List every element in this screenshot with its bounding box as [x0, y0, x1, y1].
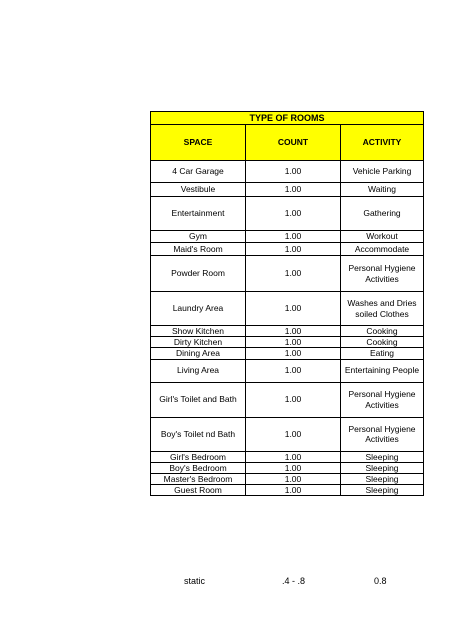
count-cell: 1.00	[246, 382, 341, 417]
table-row	[151, 485, 424, 496]
space-cell: Vestibule	[151, 183, 246, 197]
activity-cell: Personal Hygiene Activities	[341, 256, 424, 292]
count-cell: 1.00	[246, 243, 341, 256]
footer-static-label: static	[184, 576, 206, 586]
space-cell: Show Kitchen	[151, 326, 246, 337]
activity-cell: Gathering	[341, 197, 424, 231]
count-cell: 1.00	[246, 348, 341, 359]
activity-cell: Washes and Dries soiled Clothes	[341, 292, 424, 326]
activity-cell: Workout	[341, 231, 424, 243]
count-cell: 1.00	[246, 256, 341, 292]
space-cell: Boy's Toilet nd Bath	[151, 417, 246, 451]
title-row	[151, 112, 424, 125]
table-row	[151, 382, 424, 417]
count-cell: 1.00	[246, 197, 341, 231]
space-cell: Guest Room	[151, 485, 246, 496]
space-cell: Girl's Bedroom	[151, 451, 246, 462]
count-cell: 1.00	[246, 161, 341, 183]
count-cell: 1.00	[246, 326, 341, 337]
activity-cell: Sleeping	[341, 485, 424, 496]
activity-cell: Waiting	[341, 183, 424, 197]
table-row	[151, 337, 424, 348]
footer-range-label: .4 - .8	[282, 576, 306, 586]
count-cell: 1.00	[246, 417, 341, 451]
table-row	[151, 231, 424, 243]
footer-value-label: 0.8	[374, 576, 387, 586]
table-row	[151, 359, 424, 382]
activity-cell: Eating	[341, 348, 424, 359]
space-cell: Dirty Kitchen	[151, 337, 246, 348]
table-row	[151, 197, 424, 231]
table-row	[151, 161, 424, 183]
count-cell: 1.00	[246, 337, 341, 348]
table-row	[151, 243, 424, 256]
activity-cell: Personal Hygiene Activities	[341, 417, 424, 451]
rooms-table	[150, 111, 424, 496]
header-activity: ACTIVITY	[341, 125, 424, 161]
table-row	[151, 348, 424, 359]
count-cell: 1.00	[246, 485, 341, 496]
activity-cell: Sleeping	[341, 451, 424, 462]
space-cell: Powder Room	[151, 256, 246, 292]
header-row	[151, 125, 424, 161]
space-cell: Living Area	[151, 359, 246, 382]
count-cell: 1.00	[246, 451, 341, 462]
count-cell: 1.00	[246, 183, 341, 197]
header-count: COUNT	[246, 125, 341, 161]
space-cell: 4 Car Garage	[151, 161, 246, 183]
table-row	[151, 256, 424, 292]
table-row	[151, 417, 424, 451]
table-row	[151, 292, 424, 326]
space-cell: Dining Area	[151, 348, 246, 359]
space-cell: Laundry Area	[151, 292, 246, 326]
space-cell: Boy's Bedroom	[151, 462, 246, 473]
activity-cell: Sleeping	[341, 473, 424, 484]
space-cell: Entertainment	[151, 197, 246, 231]
table-row	[151, 462, 424, 473]
activity-cell: Vehicle Parking	[341, 161, 424, 183]
space-cell: Maid's Room	[151, 243, 246, 256]
activity-cell: Cooking	[341, 326, 424, 337]
count-cell: 1.00	[246, 292, 341, 326]
count-cell: 1.00	[246, 473, 341, 484]
activity-cell: Entertaining People	[341, 359, 424, 382]
space-cell: Master's Bedroom	[151, 473, 246, 484]
table-row	[151, 183, 424, 197]
table-title: TYPE OF ROOMS	[151, 112, 424, 125]
activity-cell: Sleeping	[341, 462, 424, 473]
space-cell: Girl's Toilet and Bath	[151, 382, 246, 417]
table-row	[151, 473, 424, 484]
activity-cell: Accommodate	[341, 243, 424, 256]
header-space: SPACE	[151, 125, 246, 161]
count-cell: 1.00	[246, 231, 341, 243]
count-cell: 1.00	[246, 359, 341, 382]
count-cell: 1.00	[246, 462, 341, 473]
table-row	[151, 451, 424, 462]
table-row	[151, 326, 424, 337]
space-cell: Gym	[151, 231, 246, 243]
activity-cell: Cooking	[341, 337, 424, 348]
activity-cell: Personal Hygiene Activities	[341, 382, 424, 417]
